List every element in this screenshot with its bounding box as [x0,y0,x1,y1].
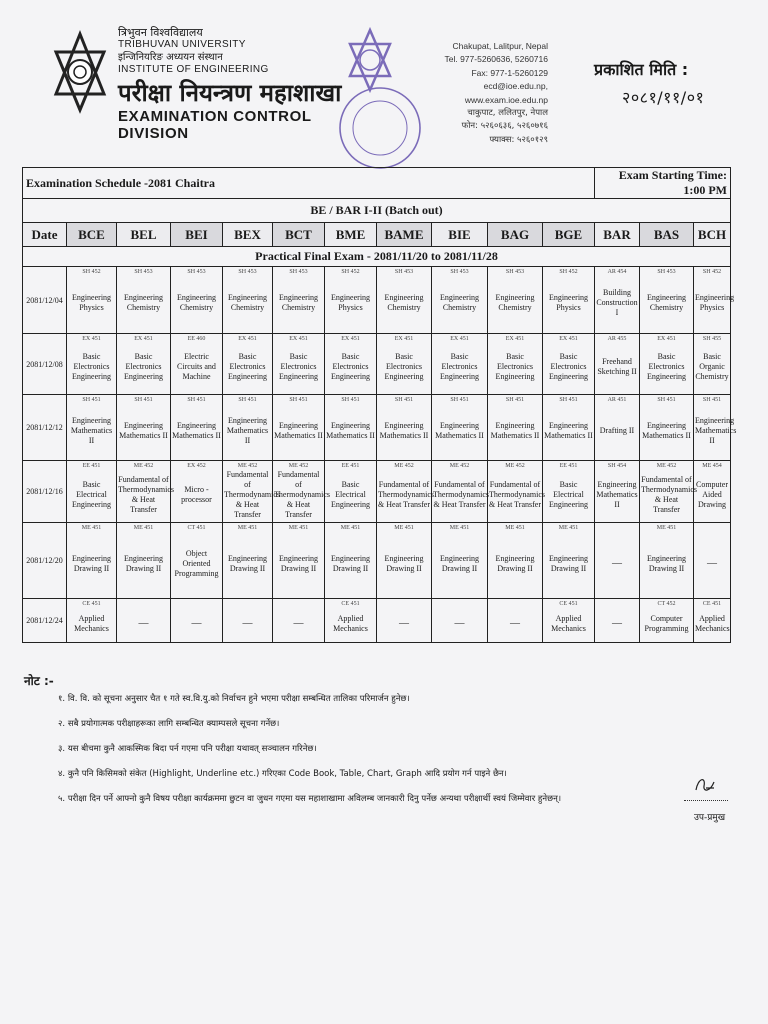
table-row [23,267,731,334]
subject-code: SH 451 [505,397,525,403]
telephone: Tel. 977-5260636, 5260716 [444,54,548,65]
address-np: चाकुपाट, ललितपुर, नेपाल [467,108,548,119]
subject-code: ME 451 [505,525,525,531]
table-row [23,461,731,523]
subject-cell [273,334,325,395]
subject-name: Electric Circuits and Machine [177,352,216,381]
note-item: २. सबै प्रयोगात्मक परीक्षाहरूका लागि सम्बन्धित क्याम्पसले सूचना गर्नेछ। [58,719,280,729]
subject-code: SH 451 [394,397,414,403]
subject-cell [117,334,171,395]
subject-code: SH 451 [238,397,257,403]
column-header: BGE [543,223,595,247]
subject-cell [488,395,543,461]
section-title: Practical Final Exam - 2081/11/20 to 2081/11/28 [23,247,731,267]
subject-cell [640,267,694,334]
address: Chakupat, Lalitpur, Nepal [452,41,548,51]
subject-name: Engineering Mathematics II [435,420,484,440]
notes-heading: नोट :- [24,674,54,688]
subject-cell [595,599,640,643]
notes-list [58,692,698,817]
subject-cell [595,334,640,395]
subject-name: Engineering Physics [71,293,112,312]
official-stamp [318,26,426,166]
subject-name: — [612,557,622,569]
subject-code: SH 453 [394,269,414,275]
exam-schedule-table [22,167,737,643]
subject-name: Engineering Drawing II [278,553,319,573]
subject-code: SH 451 [134,397,153,403]
subject-name: Basic Electronics Engineering [439,352,480,381]
subject-cell [325,523,377,599]
subject-cell [543,395,595,461]
note-item: ४. कुनै पनि किसिमको संकेत (Highlight, Underline etc.) गरिएका Code Book, Table, Chart, Graph आदि प्रयोग गर्न पाइने छैन। [58,769,507,779]
subject-cell [694,599,731,643]
subject-name: Fundamental of Thermodynamics & Heat Transfer [224,469,280,519]
subject-code: ME 451 [133,525,154,531]
subject-name: Engineering Chemistry [384,293,424,312]
subject-name: Engineering Chemistry [439,293,480,312]
fax-np: फ्याक्स: ५२६०१२९ [489,134,548,145]
subject-name: Basic Electrical Engineering [330,479,371,509]
subject-code: SH 451 [450,397,469,403]
subject-cell [488,267,543,334]
subject-code: SH 452 [702,269,722,275]
subject-code: ME 451 [288,525,309,531]
subject-cell [595,523,640,599]
subject-name: — [399,617,409,629]
subject-name: Fundamental of Thermodynamics & Heat Transfer [378,479,434,509]
subject-name: Basic Electronics Engineering [646,352,687,381]
subject-cell [67,599,117,643]
subject-name: Engineering Physics [330,293,371,312]
column-header: BEX [223,223,273,247]
subject-code: ME 451 [449,525,470,531]
subject-name: Basic Electrical Engineering [548,479,589,509]
column-header: BAG [488,223,543,247]
subject-name: Engineering Drawing II [439,553,480,573]
subject-cell [432,334,488,395]
subject-code: SH 452 [82,269,101,275]
subject-code: CE 451 [702,601,722,607]
subject-name: Engineering Mathematics II [274,420,323,440]
subject-cell [488,599,543,643]
subject-name: Basic Electronics Engineering [123,352,164,381]
subject-code: AR 451 [607,397,627,403]
subject-cell [325,267,377,334]
exam-date: 2081/12/08 [23,334,67,395]
division-name-en: EXAMINATION CONTROL DIVISION [118,108,312,142]
note-item: ५. परीक्षा दिन पर्ने आफ्नो कुनै विषय परीक्षा कार्यक्रममा छुटन वा जुधन गएमा यस महाशाखामा अविलम्ब जानकारी दिनु पर्नेछ अन्यथा परीक्षार्थी स्वयं जिम्मेवार हुनेछन्। [58,794,562,804]
subject-cell [117,523,171,599]
subject-name: Engineering Drawing II [384,553,424,573]
subject-name: Computer Aided Drawing [696,479,728,509]
subject-name: Engineering Mathematics II [70,415,113,445]
subject-cell [223,267,273,334]
column-header: BAS [640,223,694,247]
subject-cell [543,334,595,395]
subject-cell [432,267,488,334]
institute-name-en: INSTITUTE OF ENGINEERING [118,64,269,75]
subject-code: AR 454 [607,269,627,275]
subject-cell [377,334,432,395]
subject-name: Engineering Mathematics II [596,479,638,509]
subject-name: — [191,617,202,629]
subject-name: Engineering Chemistry [176,293,217,312]
subject-code: ME 452 [133,463,154,469]
subject-name: Engineering Mathematics II [326,420,375,440]
subject-cell [694,523,731,599]
subject-name: Engineering Mathematics II [379,420,429,440]
subject-name: Drafting II [599,425,635,435]
subject-code: CT 451 [187,525,206,531]
subject-cell [171,334,223,395]
university-name-en: TRIBHUVAN UNIVERSITY [118,39,246,50]
subject-name: Engineering Drawing II [227,553,268,573]
column-header: BEL [117,223,171,247]
subject-name: Engineering Physics [548,293,589,312]
subject-name: Basic Electronics Engineering [548,352,589,381]
subject-name: Basic Electronics Engineering [384,352,424,381]
subject-code: ME 451 [340,525,361,531]
email-web: ecd@ioe.edu.np, www.exam.ioe.edu.np [464,81,548,105]
subject-name: Basic Electronics Engineering [495,352,535,381]
subject-cell [67,267,117,334]
column-header: BAR [595,223,640,247]
subject-name: Micro - processor [181,484,212,504]
subject-cell [273,267,325,334]
subject-cell [488,334,543,395]
subject-code: SH 451 [702,397,722,403]
subject-name: — [138,617,149,629]
subject-name: Engineering Mathematics II [119,420,168,440]
subject-code: ME 452 [505,463,525,469]
subject-code: SH 451 [559,397,578,403]
subject-code: ME 452 [237,463,258,469]
subject-code: CE 451 [559,601,578,607]
subject-code: EE 451 [82,463,101,469]
subject-cell [432,395,488,461]
subject-name: Engineering Chemistry [227,293,268,312]
signature-line [684,800,728,801]
subject-cell [543,461,595,523]
published-date: २०८१/११/०१ [622,88,705,107]
subject-name: Basic Electronics Engineering [227,352,268,381]
division-name-np: परीक्षा नियन्त्रण महाशाखा [118,79,342,107]
subject-code: EE 460 [187,336,206,342]
subject-code: EX 451 [394,336,414,342]
subject-name: Engineering Mathematics II [642,420,691,440]
subject-cell [325,461,377,523]
subject-code: EX 452 [187,463,206,469]
subject-cell [325,395,377,461]
subject-name: Applied Mechanics [74,613,109,633]
subject-name: Basic Electronics Engineering [278,352,319,381]
subject-cell [67,461,117,523]
subject-name: Basic Electrical Engineering [71,479,112,509]
subject-name: Engineering Chemistry [123,293,164,312]
subject-code: SH 451 [82,397,101,403]
subject-cell [640,461,697,523]
subject-code: SH 455 [702,336,722,342]
subject-cell [595,395,640,461]
subject-cell [67,523,117,599]
subject-cell [432,599,488,643]
subject-code: SH 451 [657,397,676,403]
subject-code: EX 451 [134,336,153,342]
exam-date: 2081/12/20 [23,523,67,599]
subject-code: CE 451 [341,601,360,607]
subject-name: Engineering Drawing II [646,553,687,573]
column-header: BME [325,223,377,247]
subject-cell [273,461,330,523]
subject-code: EX 451 [341,336,360,342]
signature-scribble [692,774,718,796]
subject-cell [543,523,595,599]
subject-cell [273,599,325,643]
table-row [23,334,731,395]
subject-cell [377,523,432,599]
subject-name: — [242,617,253,629]
subject-name: Fundamental of Thermodynamics & Heat Transfer [489,479,545,509]
exam-start-time: Exam Starting Time: 1:00 PM [595,168,731,199]
program-title: BE / BAR I-II (Batch out) [23,199,731,223]
fax: Fax: 977-1-5260129 [471,67,548,78]
column-header-date: Date [23,223,67,247]
subject-cell [223,395,273,461]
subject-cell [171,461,223,523]
subject-code: SH 453 [134,269,153,275]
subject-code: CT 452 [657,601,676,607]
subject-cell [171,523,223,599]
signatory-title: उप-प्रमुख [694,813,726,823]
subject-cell [377,267,432,334]
subject-cell [377,395,432,461]
subject-name: Fundamental of Thermodynamics & Heat Transfer [433,479,489,509]
subject-cell [223,334,273,395]
subject-cell [223,523,273,599]
subject-cell [543,267,595,334]
subject-code: SH 453 [657,269,676,275]
schedule-body [23,267,737,643]
subject-name: Engineering Physics [695,293,735,312]
subject-code: ME 451 [81,525,102,531]
subject-code: EX 451 [505,336,525,342]
subject-cell [223,599,273,643]
exam-date: 2081/12/12 [23,395,67,461]
subject-name: Basic Electronics Engineering [330,352,371,381]
subject-cell [171,599,223,643]
subject-code: SH 451 [341,397,360,403]
subject-code: ME 451 [394,525,414,531]
subject-name: Engineering Mathematics II [172,420,221,440]
university-name-np: त्रिभुवन विश्वविद्यालय [118,26,203,39]
subject-cell [640,395,694,461]
subject-name: Freehand Sketching II [597,357,637,376]
subject-cell [325,334,377,395]
subject-name: Object Oriented Programming [174,548,219,578]
subject-cell [694,334,731,395]
subject-code: CE 451 [82,601,101,607]
subject-name: Building Construction I [596,288,638,317]
subject-cell [694,395,737,461]
column-header: BCE [67,223,117,247]
subject-cell [595,461,640,523]
contact-block [420,40,548,147]
subject-name: Engineering Drawing II [495,553,535,573]
subject-code: SH 452 [559,269,578,275]
subject-name: Computer Programming [644,613,689,633]
subject-name: Engineering Chemistry [278,293,319,312]
subject-code: SH 454 [607,463,627,469]
subject-cell [640,599,694,643]
column-header: BAME [377,223,432,247]
table-row [23,599,731,643]
subject-code: EX 451 [82,336,101,342]
subject-cell [488,461,543,523]
subject-cell [117,461,174,523]
column-header: BIE [432,223,488,247]
subject-name: Engineering Chemistry [495,293,535,312]
tribhuvan-university-logo [52,32,108,114]
subject-cell [377,599,432,643]
column-header: BCT [273,223,325,247]
column-header: BCH [694,223,731,247]
subject-code: AR 455 [607,336,627,342]
exam-date: 2081/12/16 [23,461,67,523]
subject-code: ME 451 [237,525,258,531]
subject-name: Engineering Drawing II [330,553,371,573]
subject-cell [488,523,543,599]
subject-name: Fundamental of Thermodynamics & Heat Transfer [118,474,174,514]
subject-name: Fundamental of Thermodynamics & Heat Transfer [274,469,330,519]
subject-code: SH 452 [341,269,360,275]
schedule-title: Examination Schedule -2081 Chaitra [23,168,595,199]
subject-code: ME 452 [656,463,677,469]
column-header-row [23,223,731,247]
subject-cell [117,267,171,334]
exam-date: 2081/12/24 [23,599,67,643]
note-item: ३. यस बीचमा कुनै आकस्मिक बिदा पर्न गएमा पनि परीक्षा यथावत् सञ्चालन गरिनेछ। [58,744,317,754]
subject-code: EX 451 [289,336,308,342]
subject-code: ME 452 [288,463,309,469]
institute-name-np: इन्जिनियरिङ अध्ययन संस्थान [118,52,223,63]
subject-name: — [707,557,717,569]
subject-name: — [612,617,622,629]
subject-name: Engineering Drawing II [123,553,164,573]
subject-code: EX 451 [238,336,257,342]
subject-code: ME 452 [394,463,414,469]
subject-code: EE 451 [341,463,360,469]
subject-cell [640,523,694,599]
note-item: १. वि. वि. को सूचना अनुसार चैत १ गते स्व.वि.यु.को निर्वाचन हुने भएमा परीक्षा सम्बन्धित तालिका परिमार्जन हुनेछ। [58,694,410,704]
subject-cell [117,599,171,643]
subject-cell [325,599,377,643]
subject-cell [694,461,731,523]
subject-name: — [454,617,465,629]
subject-cell [377,461,432,523]
subject-cell [117,395,171,461]
subject-name: Basic Organic Chemistry [695,352,729,381]
subject-name: Applied Mechanics [551,613,586,633]
subject-name: Fundamental of Thermodynamics & Heat Transfer [641,474,697,514]
subject-code: ME 451 [558,525,579,531]
subject-name: Engineering Mathematics II [226,415,269,445]
subject-cell [694,267,735,334]
column-header: BEI [171,223,223,247]
subject-name: Engineering Drawing II [71,553,112,573]
subject-cell [273,395,325,461]
subject-code: ME 451 [656,525,677,531]
subject-cell [171,267,223,334]
subject-name: Engineering Chemistry [646,293,687,312]
subject-name: Engineering Mathematics II [695,415,737,445]
subject-code: EX 451 [657,336,676,342]
subject-code: ME 454 [702,463,722,469]
subject-code: SH 453 [187,269,206,275]
subject-code: SH 451 [289,397,308,403]
subject-name: Applied Mechanics [333,613,368,633]
subject-code: SH 453 [450,269,469,275]
subject-name: — [293,617,304,629]
exam-date: 2081/12/04 [23,267,67,334]
subject-cell [640,334,694,395]
table-row [23,395,731,461]
subject-cell [432,523,488,599]
subject-cell [273,523,325,599]
subject-name: Engineering Mathematics II [490,420,540,440]
subject-code: SH 453 [289,269,308,275]
subject-cell [67,334,117,395]
subject-code: EX 451 [559,336,578,342]
subject-code: SH 453 [505,269,525,275]
subject-cell [67,395,117,461]
subject-name: Applied Mechanics [695,613,730,633]
subject-cell [543,599,595,643]
subject-cell [432,461,488,523]
published-date-label: प्रकाशित मिति : [594,60,689,79]
subject-code: ME 452 [449,463,470,469]
subject-code: EE 451 [559,463,578,469]
subject-cell [595,267,640,334]
subject-code: SH 451 [187,397,206,403]
subject-name: — [510,617,520,629]
subject-name: Engineering Mathematics II [544,420,593,440]
subject-code: SH 453 [238,269,257,275]
phone-np: फोन: ५२६०६३६, ५२६०७१६ [461,121,548,132]
subject-code: EX 451 [450,336,469,342]
subject-cell [171,395,223,461]
subject-cell [223,461,280,523]
table-row [23,523,731,599]
subject-name: Engineering Drawing II [548,553,589,573]
subject-name: Basic Electronics Engineering [71,352,112,381]
